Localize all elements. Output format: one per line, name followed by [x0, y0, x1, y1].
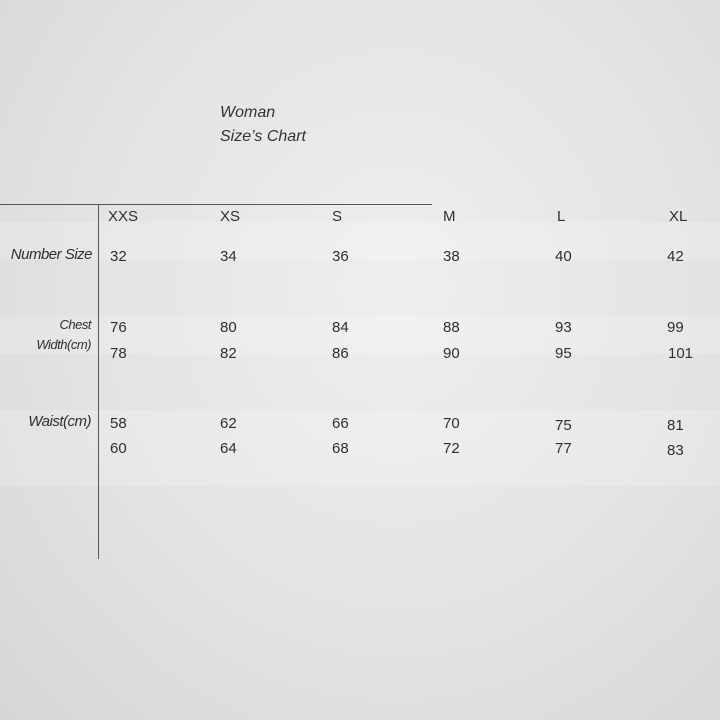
waist-low-l: 75 — [555, 417, 572, 434]
chest-low-s: 84 — [332, 319, 349, 336]
chest-low-xl: 99 — [667, 319, 684, 336]
size-header-xs: XS — [220, 208, 241, 225]
size-header-xxs: XXS — [108, 208, 139, 225]
waist-high-xxs: 60 — [110, 440, 127, 457]
waist-low-xl: 81 — [667, 417, 684, 434]
waist-high-l: 77 — [555, 440, 572, 457]
label-column-divider — [98, 204, 99, 559]
chest-high-xl: 101 — [668, 345, 694, 362]
waist-low-xs: 62 — [220, 415, 237, 432]
chest-low-xxs: 76 — [110, 319, 127, 336]
number-size-label: Number Size — [10, 246, 92, 263]
chest-high-xs: 82 — [220, 345, 237, 362]
number-size-xs: 34 — [220, 248, 237, 265]
waist-high-s: 68 — [332, 440, 349, 457]
waist-high-m: 72 — [443, 440, 460, 457]
waist-low-m: 70 — [443, 415, 460, 432]
paper-shading — [0, 316, 720, 354]
chest-high-s: 86 — [332, 345, 349, 362]
size-header-xl: XL — [669, 208, 688, 225]
chest-high-m: 90 — [443, 345, 460, 362]
chest-low-m: 88 — [443, 319, 460, 336]
waist-high-xs: 64 — [220, 440, 237, 457]
chest-low-l: 93 — [555, 319, 572, 336]
chest-low-xs: 80 — [220, 319, 237, 336]
chest-label-line2: Width(cm) — [36, 337, 91, 352]
waist-label: Waist(cm) — [28, 413, 91, 430]
number-size-m: 38 — [443, 248, 460, 265]
waist-high-xl: 83 — [667, 442, 684, 459]
chest-high-xxs: 78 — [110, 345, 127, 362]
size-header-s: S — [332, 208, 343, 225]
paper-shading — [0, 410, 720, 486]
number-size-l: 40 — [555, 248, 572, 265]
chart-title-line1: Woman — [220, 104, 276, 121]
number-size-s: 36 — [332, 248, 349, 265]
header-divider — [0, 204, 432, 205]
chest-high-l: 95 — [555, 345, 572, 362]
paper-shading — [0, 222, 720, 260]
number-size-xl: 42 — [667, 248, 684, 265]
chart-title-line2: Size’s Chart — [220, 128, 306, 145]
chest-label-line1: Chest — [59, 317, 91, 332]
waist-low-xxs: 58 — [110, 415, 127, 432]
waist-low-s: 66 — [332, 415, 349, 432]
size-header-m: M — [443, 208, 456, 225]
size-header-l: L — [557, 208, 566, 225]
number-size-xxs: 32 — [110, 248, 127, 265]
